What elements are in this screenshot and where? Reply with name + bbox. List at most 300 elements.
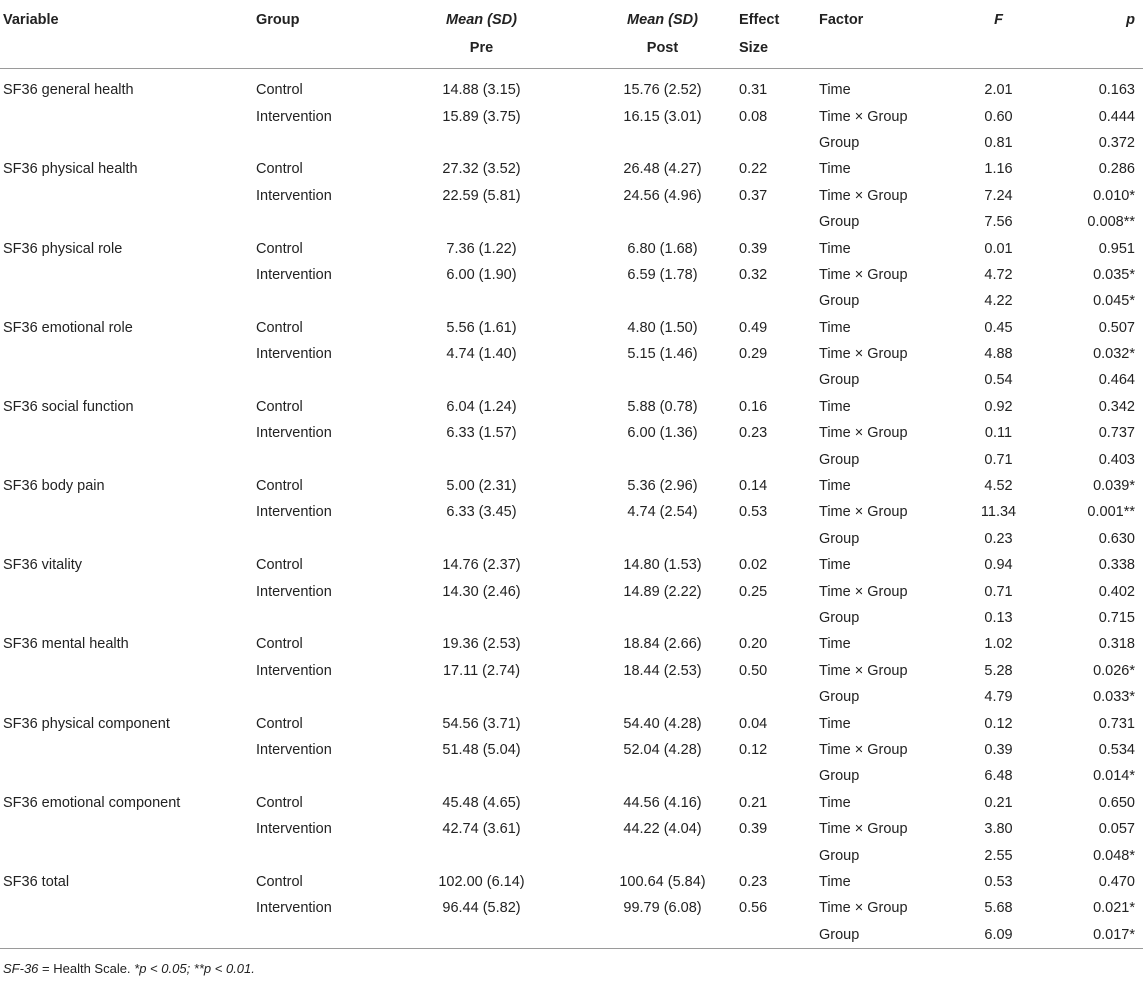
table-row [0, 631, 1143, 657]
cell-variable [0, 605, 254, 631]
cell-variable [0, 262, 254, 288]
cell-group: Intervention [256, 187, 332, 204]
cell-p: 0.017* [1056, 922, 1143, 949]
table-row [0, 420, 1143, 446]
cell-variable [0, 367, 254, 393]
table-row [0, 710, 1143, 736]
cell-post [594, 922, 731, 949]
cell-p: 0.951 [1098, 240, 1135, 257]
cell-effect-size: 0.39 [739, 240, 768, 257]
table-row [0, 526, 1143, 552]
header-size: Size [731, 36, 815, 69]
cell-effect-size [731, 605, 815, 631]
cell-factor: Time [819, 398, 851, 415]
header-variable: Variable [3, 12, 59, 28]
footnote-abbr-def: = Health Scale. [38, 961, 135, 976]
cell-group: Control [256, 240, 303, 257]
cell-group [254, 446, 369, 472]
cell-f: 6.09 [941, 922, 1056, 949]
cell-group [254, 684, 369, 710]
cell-group: Intervention [256, 900, 332, 917]
cell-f: 2.01 [984, 82, 1013, 99]
cell-effect-size: 0.25 [739, 583, 768, 600]
cell-group: Control [256, 161, 303, 178]
cell-factor: Group [819, 372, 860, 389]
cell-p: 0.737 [1098, 425, 1135, 442]
cell-effect-size [731, 209, 815, 235]
table-row [0, 156, 1143, 182]
cell-post [594, 288, 731, 314]
cell-f: 4.88 [984, 346, 1013, 363]
cell-pre [369, 367, 594, 393]
cell-p: 0.001** [1087, 504, 1135, 521]
cell-p: 0.342 [1098, 398, 1135, 415]
cell-variable [0, 922, 254, 949]
cell-post: 24.56 (4.96) [623, 187, 702, 204]
header-spacer [815, 36, 941, 69]
cell-effect-size [731, 763, 815, 789]
cell-post: 4.74 (2.54) [627, 504, 698, 521]
cell-factor: Time × Group [819, 741, 908, 758]
cell-pre [369, 209, 594, 235]
cell-effect-size: 0.12 [739, 741, 768, 758]
cell-p: 0.035* [1093, 266, 1135, 283]
cell-effect-size [731, 922, 815, 949]
cell-group [254, 922, 369, 949]
cell-pre: 7.36 (1.22) [446, 240, 517, 257]
cell-post: 6.00 (1.36) [627, 425, 698, 442]
table-row [0, 842, 1143, 868]
cell-factor: Time × Group [819, 900, 908, 917]
cell-post [594, 763, 731, 789]
cell-factor: Time × Group [819, 504, 908, 521]
cell-effect-size: 0.21 [739, 794, 768, 811]
cell-effect-size [731, 130, 815, 156]
cell-effect-size: 0.49 [739, 319, 768, 336]
cell-variable [0, 209, 254, 235]
cell-p: 0.045* [1093, 293, 1135, 310]
cell-variable [0, 183, 254, 209]
cell-variable [0, 446, 254, 472]
cell-post: 6.80 (1.68) [627, 240, 698, 257]
cell-post: 52.04 (4.28) [623, 741, 702, 758]
cell-post: 16.15 (3.01) [623, 108, 702, 125]
cell-group [254, 367, 369, 393]
cell-pre: 14.88 (3.15) [442, 82, 521, 99]
cell-variable [0, 499, 254, 525]
cell-post: 100.64 (5.84) [619, 873, 706, 890]
cell-variable [0, 341, 254, 367]
cell-effect-size: 0.23 [739, 873, 768, 890]
cell-effect-size: 0.20 [739, 636, 768, 653]
cell-group: Intervention [256, 821, 332, 838]
cell-group [254, 605, 369, 631]
table-row [0, 816, 1143, 842]
header-f: F [994, 12, 1003, 28]
cell-factor: Group [819, 134, 860, 151]
table-row [0, 473, 1143, 499]
cell-p: 0.534 [1098, 741, 1135, 758]
cell-post: 14.89 (2.22) [623, 583, 702, 600]
table-row [0, 235, 1143, 261]
cell-f: 0.39 [984, 741, 1013, 758]
cell-post: 5.88 (0.78) [627, 398, 698, 415]
cell-f: 0.11 [984, 425, 1013, 442]
table-row [0, 130, 1143, 156]
cell-group: Intervention [256, 504, 332, 521]
header-group: Group [256, 12, 300, 28]
header-spacer [254, 36, 369, 69]
cell-pre [369, 130, 594, 156]
header-spacer [941, 36, 1056, 69]
cell-p: 0.010* [1093, 187, 1135, 204]
cell-post: 18.44 (2.53) [623, 662, 702, 679]
cell-effect-size: 0.31 [739, 82, 768, 99]
cell-factor: Group [819, 530, 860, 547]
cell-factor: Group [819, 847, 860, 864]
cell-group: Control [256, 636, 303, 653]
cell-pre [369, 446, 594, 472]
table-footnote [3, 961, 255, 976]
cell-effect-size: 0.04 [739, 715, 768, 732]
cell-variable: SF36 social function [3, 398, 134, 415]
cell-factor: Time × Group [819, 583, 908, 600]
cell-post: 4.80 (1.50) [627, 319, 698, 336]
cell-f: 3.80 [984, 821, 1013, 838]
cell-f: 0.45 [984, 319, 1013, 336]
cell-post [594, 367, 731, 393]
cell-factor: Time [819, 478, 851, 495]
cell-post: 6.59 (1.78) [627, 266, 698, 283]
cell-post [594, 526, 731, 552]
cell-p: 0.032* [1093, 346, 1135, 363]
cell-post: 18.84 (2.66) [623, 636, 702, 653]
cell-p: 0.286 [1098, 161, 1135, 178]
cell-pre [369, 922, 594, 949]
cell-pre: 6.00 (1.90) [446, 266, 517, 283]
cell-f: 5.68 [984, 900, 1013, 917]
cell-factor: Time [819, 240, 851, 257]
cell-f: 0.81 [984, 134, 1013, 151]
cell-p: 0.163 [1098, 82, 1135, 99]
table-row [0, 922, 1143, 949]
cell-f: 0.92 [984, 398, 1013, 415]
cell-variable: SF36 physical component [3, 715, 170, 732]
cell-f: 4.52 [984, 478, 1013, 495]
cell-factor: Group [819, 768, 860, 785]
cell-pre: 6.33 (1.57) [446, 425, 517, 442]
cell-f: 0.12 [984, 715, 1013, 732]
cell-group: Intervention [256, 662, 332, 679]
cell-variable: SF36 total [3, 873, 70, 890]
cell-variable: SF36 emotional component [3, 794, 181, 811]
table-row [0, 499, 1143, 525]
cell-factor: Time × Group [819, 187, 908, 204]
cell-f: 2.55 [984, 847, 1013, 864]
cell-pre: 102.00 (6.14) [438, 873, 525, 890]
cell-post [594, 605, 731, 631]
cell-group [254, 288, 369, 314]
cell-p: 0.630 [1098, 530, 1135, 547]
cell-p: 0.470 [1098, 873, 1135, 890]
cell-f: 0.01 [984, 240, 1013, 257]
cell-factor: Time [819, 82, 851, 99]
header-pre: Pre [369, 36, 594, 69]
header-post: Post [594, 36, 731, 69]
cell-group [254, 526, 369, 552]
cell-pre: 6.04 (1.24) [446, 398, 517, 415]
table-header [0, 0, 1143, 69]
cell-pre: 17.11 (2.74) [442, 662, 521, 679]
cell-effect-size [731, 842, 815, 868]
cell-post: 44.56 (4.16) [623, 794, 702, 811]
footnote-abbr: SF-36 [3, 961, 39, 976]
cell-group: Intervention [256, 741, 332, 758]
cell-f: 4.22 [984, 293, 1013, 310]
header-mean-sd-pre: Mean (SD) [446, 12, 517, 28]
cell-p: 0.021* [1093, 900, 1135, 917]
cell-group [254, 209, 369, 235]
cell-variable [0, 737, 254, 763]
cell-post [594, 684, 731, 710]
cell-p: 0.039* [1093, 478, 1135, 495]
footnote-p1: *p < 0.05; [134, 961, 194, 976]
table-row [0, 658, 1143, 684]
cell-pre [369, 526, 594, 552]
cell-pre [369, 288, 594, 314]
cell-factor: Time × Group [819, 346, 908, 363]
cell-post: 54.40 (4.28) [623, 715, 702, 732]
cell-f: 6.48 [984, 768, 1013, 785]
cell-p: 0.731 [1098, 715, 1135, 732]
cell-group: Control [256, 82, 303, 99]
cell-pre: 96.44 (5.82) [442, 900, 521, 917]
cell-p: 0.338 [1098, 557, 1135, 574]
cell-variable [0, 895, 254, 921]
header-factor: Factor [819, 12, 864, 28]
cell-group [254, 842, 369, 868]
cell-effect-size [731, 684, 815, 710]
cell-pre: 19.36 (2.53) [442, 636, 521, 653]
table-row [0, 578, 1143, 604]
table-row [0, 737, 1143, 763]
cell-post [594, 209, 731, 235]
cell-effect-size [731, 288, 815, 314]
table-row [0, 183, 1143, 209]
cell-effect-size [731, 446, 815, 472]
cell-variable: SF36 body pain [3, 478, 105, 495]
cell-group: Control [256, 398, 303, 415]
cell-pre [369, 684, 594, 710]
cell-factor: Time [819, 794, 851, 811]
cell-f: 0.71 [984, 451, 1013, 468]
header-spacer [0, 36, 254, 69]
cell-group: Intervention [256, 108, 332, 125]
cell-pre: 42.74 (3.61) [442, 821, 521, 838]
cell-variable: SF36 emotional role [3, 319, 133, 336]
cell-group: Intervention [256, 425, 332, 442]
cell-group: Intervention [256, 346, 332, 363]
cell-post: 5.36 (2.96) [627, 478, 698, 495]
cell-pre: 15.89 (3.75) [442, 108, 521, 125]
cell-factor: Time × Group [819, 266, 908, 283]
cell-factor: Time × Group [819, 425, 908, 442]
cell-group: Control [256, 794, 303, 811]
cell-factor: Time × Group [819, 108, 908, 125]
cell-variable: SF36 mental health [3, 636, 129, 653]
cell-effect-size: 0.37 [739, 187, 768, 204]
cell-variable [0, 684, 254, 710]
cell-f: 7.24 [984, 187, 1013, 204]
cell-effect-size: 0.39 [739, 821, 768, 838]
table-row [0, 446, 1143, 472]
cell-group: Intervention [256, 266, 332, 283]
cell-pre: 45.48 (4.65) [442, 794, 521, 811]
cell-variable [0, 103, 254, 129]
cell-factor: Time [819, 715, 851, 732]
cell-factor: Group [819, 214, 860, 231]
cell-f: 0.60 [984, 108, 1013, 125]
cell-effect-size [731, 367, 815, 393]
cell-post: 5.15 (1.46) [627, 346, 698, 363]
cell-f: 0.21 [984, 794, 1013, 811]
cell-f: 0.71 [984, 583, 1013, 600]
cell-variable [0, 658, 254, 684]
cell-effect-size: 0.53 [739, 504, 768, 521]
table-row [0, 869, 1143, 895]
cell-effect-size: 0.14 [739, 478, 768, 495]
cell-pre: 4.74 (1.40) [446, 346, 517, 363]
cell-pre: 27.32 (3.52) [442, 161, 521, 178]
cell-p: 0.026* [1093, 662, 1135, 679]
cell-pre: 51.48 (5.04) [442, 741, 521, 758]
footnote-p2: **p < 0.01. [193, 961, 255, 976]
cell-post: 26.48 (4.27) [623, 161, 702, 178]
cell-effect-size: 0.50 [739, 662, 768, 679]
cell-p: 0.057 [1098, 821, 1135, 838]
cell-p: 0.403 [1098, 451, 1135, 468]
table-row [0, 103, 1143, 129]
cell-variable: SF36 physical health [3, 161, 138, 178]
cell-post [594, 842, 731, 868]
cell-post: 15.76 (2.52) [623, 82, 702, 99]
cell-variable [0, 526, 254, 552]
cell-p: 0.402 [1098, 583, 1135, 600]
cell-variable [0, 130, 254, 156]
cell-effect-size: 0.16 [739, 398, 768, 415]
cell-p: 0.650 [1098, 794, 1135, 811]
cell-factor: Time [819, 319, 851, 336]
cell-group: Control [256, 873, 303, 890]
cell-f: 0.13 [984, 610, 1013, 626]
table-row [0, 69, 1143, 104]
cell-effect-size: 0.29 [739, 346, 768, 363]
cell-p: 0.014* [1093, 768, 1135, 785]
header-p: p [1126, 12, 1135, 28]
cell-pre: 14.76 (2.37) [442, 557, 521, 574]
cell-variable [0, 420, 254, 446]
cell-effect-size: 0.22 [739, 161, 768, 178]
cell-p: 0.464 [1098, 372, 1135, 389]
cell-p: 0.048* [1093, 847, 1135, 864]
cell-pre: 5.56 (1.61) [446, 319, 517, 336]
cell-p: 0.008** [1087, 214, 1135, 231]
cell-effect-size: 0.32 [739, 266, 768, 283]
cell-pre: 54.56 (3.71) [442, 715, 521, 732]
cell-variable [0, 578, 254, 604]
cell-p: 0.444 [1098, 108, 1135, 125]
cell-factor: Group [819, 293, 860, 310]
cell-factor: Time × Group [819, 821, 908, 838]
cell-pre [369, 763, 594, 789]
cell-p: 0.318 [1098, 636, 1135, 653]
cell-f: 0.54 [984, 372, 1013, 389]
table-row [0, 790, 1143, 816]
cell-pre: 6.33 (3.45) [446, 504, 517, 521]
cell-f: 0.53 [984, 873, 1013, 890]
cell-post: 44.22 (4.04) [623, 821, 702, 838]
cell-f: 4.79 [984, 689, 1013, 706]
cell-post [594, 446, 731, 472]
table-row [0, 315, 1143, 341]
table-row [0, 895, 1143, 921]
cell-factor: Time [819, 636, 851, 653]
table-row [0, 367, 1143, 393]
cell-effect-size [731, 526, 815, 552]
cell-group: Control [256, 478, 303, 495]
header-mean-sd-post: Mean (SD) [627, 12, 698, 28]
cell-variable [0, 842, 254, 868]
cell-variable [0, 816, 254, 842]
header-effect: Effect [739, 12, 780, 28]
cell-factor: Time [819, 161, 851, 178]
cell-pre: 22.59 (5.81) [442, 187, 521, 204]
cell-group: Control [256, 557, 303, 574]
cell-effect-size: 0.02 [739, 557, 768, 574]
cell-pre [369, 842, 594, 868]
table-row [0, 394, 1143, 420]
cell-f: 1.16 [984, 161, 1013, 178]
table-row [0, 763, 1143, 789]
cell-factor: Group [819, 451, 860, 468]
table-row [0, 605, 1143, 631]
cell-factor: Group [819, 610, 860, 626]
cell-group: Control [256, 715, 303, 732]
cell-pre: 14.30 (2.46) [442, 583, 521, 600]
cell-group: Intervention [256, 583, 332, 600]
cell-f: 0.94 [984, 557, 1013, 574]
cell-variable: SF36 physical role [3, 240, 123, 257]
cell-factor: Time × Group [819, 662, 908, 679]
cell-variable [0, 763, 254, 789]
cell-pre [369, 605, 594, 631]
cell-variable: SF36 vitality [3, 557, 82, 574]
cell-effect-size: 0.08 [739, 108, 768, 125]
table-row [0, 684, 1143, 710]
table-row [0, 341, 1143, 367]
cell-p: 0.033* [1093, 689, 1135, 706]
table-row [0, 552, 1143, 578]
table-row [0, 209, 1143, 235]
table-row [0, 288, 1143, 314]
cell-pre: 5.00 (2.31) [446, 478, 517, 495]
cell-p: 0.372 [1098, 134, 1135, 151]
cell-post [594, 130, 731, 156]
cell-f: 0.23 [984, 530, 1013, 547]
cell-f: 5.28 [984, 662, 1013, 679]
cell-p: 0.715 [1098, 610, 1135, 626]
cell-p: 0.507 [1098, 319, 1135, 336]
